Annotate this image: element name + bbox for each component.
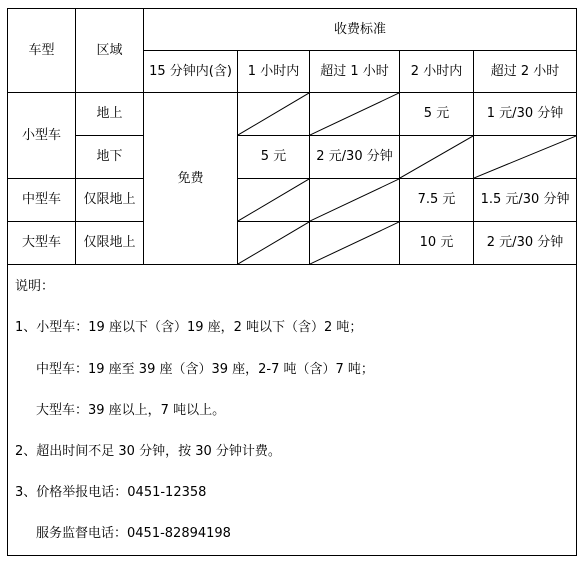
header-period-1h: 1 小时内 — [238, 51, 310, 93]
area-ground: 地上 — [76, 93, 144, 136]
note-billing-rule: 2、超出时间不足 30 分钟，按 30 分钟计费。 — [15, 444, 281, 459]
header-period-over-2h: 超过 2 小时 — [474, 51, 577, 93]
empty-cell-diagonal — [238, 222, 310, 265]
empty-cell-diagonal — [400, 136, 474, 179]
fee-small-ground-2h: 5 元 — [400, 93, 474, 136]
fee-small-under-1h: 5 元 — [238, 136, 310, 179]
area-ground-only: 仅限地上 — [76, 179, 144, 222]
parking-fee-table — [7, 8, 577, 556]
row-small-car: 小型车 — [8, 93, 76, 179]
empty-cell-diagonal — [474, 136, 577, 179]
header-area: 区域 — [76, 9, 144, 93]
fee-small-under-over-1h: 2 元/30 分钟 — [310, 136, 400, 179]
fee-large-2h: 10 元 — [400, 222, 474, 265]
note-vehicle-small: 1、小型车：19 座以下（含）19 座，2 吨以下（含）2 吨； — [15, 320, 363, 335]
header-period-over-1h: 超过 1 小时 — [310, 51, 400, 93]
note-price-report-phone: 3、价格举报电话：0451-12358 — [15, 485, 207, 500]
empty-cell-diagonal — [310, 93, 400, 136]
empty-cell-diagonal — [238, 93, 310, 136]
header-fee-standard: 收费标准 — [144, 9, 577, 51]
fee-small-ground-over-2h: 1 元/30 分钟 — [474, 93, 577, 136]
fee-large-over-2h: 2 元/30 分钟 — [474, 222, 577, 265]
note-vehicle-medium: 中型车：19 座至 39 座（含）39 座，2-7 吨（含）7 吨； — [36, 362, 374, 377]
notes-section — [8, 265, 577, 556]
header-period-15min: 15 分钟内(含) — [144, 51, 238, 93]
area-ground-only: 仅限地上 — [76, 222, 144, 265]
header-vehicle-type: 车型 — [8, 9, 76, 93]
row-large-car: 大型车 — [8, 222, 76, 265]
notes-title: 说明： — [15, 279, 55, 294]
note-service-phone: 服务监督电话：0451-82894198 — [36, 526, 231, 541]
fee-medium-2h: 7.5 元 — [400, 179, 474, 222]
area-underground: 地下 — [76, 136, 144, 179]
empty-cell-diagonal — [310, 179, 400, 222]
row-medium-car: 中型车 — [8, 179, 76, 222]
empty-cell-diagonal — [310, 222, 400, 265]
note-vehicle-large: 大型车：39 座以上，7 吨以上。 — [36, 403, 226, 418]
free-cell: 免费 — [144, 93, 238, 265]
header-period-2h: 2 小时内 — [400, 51, 474, 93]
fee-medium-over-2h: 1.5 元/30 分钟 — [474, 179, 577, 222]
empty-cell-diagonal — [238, 179, 310, 222]
